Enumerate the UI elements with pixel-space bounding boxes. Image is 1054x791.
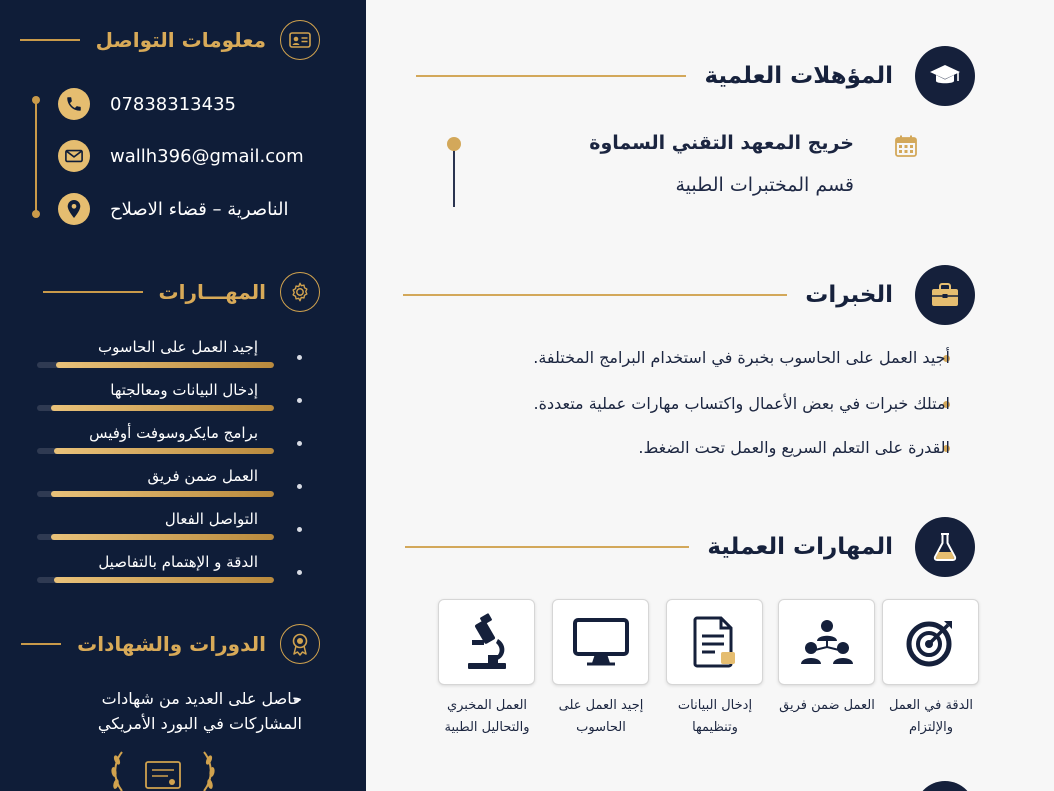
practical-card <box>882 599 979 685</box>
practical-card <box>552 599 649 685</box>
practical-title: المهارات العملية <box>707 534 893 560</box>
gear-icon <box>280 272 320 312</box>
practical-card-label: إجيد العمل على الحاسوب <box>558 698 644 735</box>
email-text: wallh396@gmail.com <box>110 145 304 167</box>
course-text: حاصل على العديد من شهادات المشاركات في البورد الأمريكي <box>97 689 302 733</box>
phone-icon <box>58 88 90 120</box>
education-degree: خريج المعهد التقني السماوة <box>589 132 854 154</box>
skills-heading <box>43 272 320 312</box>
contact-rule <box>20 39 80 41</box>
skill-level-fill <box>51 534 274 540</box>
skill-item <box>37 424 312 468</box>
education-rule <box>416 75 686 77</box>
skills-rule <box>43 291 143 293</box>
education-heading <box>416 46 975 106</box>
experience-item: القدرة على التعلم السريع والعمل تحت الضغط. <box>638 438 950 457</box>
practical-rule <box>405 546 689 548</box>
skill-label: العمل ضمن فريق <box>147 467 258 485</box>
skill-level-bar <box>37 405 274 411</box>
practical-card-label: إدخال البيانات وتنظيمها <box>677 698 753 735</box>
phone-row <box>58 88 236 120</box>
id-card-icon <box>280 20 320 60</box>
practical-card <box>438 599 535 685</box>
experience-item: امتلك خبرات في بعض الأعمال واكتساب مهارات عملية متعددة. <box>533 394 950 413</box>
email-row <box>58 140 304 172</box>
skill-item <box>37 553 312 597</box>
skills-title: المهـــارات <box>158 280 266 304</box>
education-department: قسم المختبرات الطبية <box>675 174 854 196</box>
skill-level-fill <box>54 448 274 454</box>
courses-heading <box>21 624 320 664</box>
contact-title: معلومات التواصل <box>95 28 266 52</box>
document-icon <box>693 616 737 668</box>
certificate-wreath-icon <box>108 750 218 791</box>
address-row <box>58 193 289 225</box>
skill-level-fill <box>56 362 274 368</box>
envelope-icon <box>58 140 90 172</box>
skill-label: إجيد العمل على الحاسوب <box>98 338 258 356</box>
skill-bullet <box>297 355 302 360</box>
skill-level-bar <box>37 491 274 497</box>
skill-item <box>37 467 312 511</box>
experience-title: الخبرات <box>805 282 893 308</box>
skill-bullet <box>297 441 302 446</box>
team-icon <box>800 619 854 665</box>
skill-level-bar <box>37 362 274 368</box>
practical-card-label: العمل ضمن فريق <box>779 698 875 713</box>
education-title: المؤهلات العلمية <box>704 63 893 89</box>
skill-level-bar <box>37 534 274 540</box>
contact-timeline <box>35 100 37 214</box>
practical-card-label: العمل المخبري والتحاليل الطبية <box>444 698 530 735</box>
monitor-icon <box>573 618 629 666</box>
skill-level-fill <box>54 577 274 583</box>
microscope-icon <box>464 613 510 671</box>
skill-label: التواصل الفعال <box>164 510 258 528</box>
sidebar <box>0 0 366 791</box>
skill-bullet <box>297 570 302 575</box>
graduation-cap-icon <box>915 46 975 106</box>
skill-bullet <box>297 398 302 403</box>
flask-icon <box>915 517 975 577</box>
skill-item <box>37 510 312 554</box>
contact-heading <box>20 20 320 60</box>
skill-bullet <box>297 484 302 489</box>
skill-label: إدخال البيانات ومعالجتها <box>110 381 258 399</box>
target-icon <box>906 617 956 667</box>
medal-icon <box>280 624 320 664</box>
skill-bullet <box>297 527 302 532</box>
phone-text: 07838313435 <box>110 93 236 115</box>
experience-heading <box>403 265 975 325</box>
courses-rule <box>21 643 61 645</box>
briefcase-icon <box>915 265 975 325</box>
courses-title: الدورات والشهادات <box>77 632 266 656</box>
skill-item <box>37 381 312 425</box>
address-text: الناصرية – قضاء الاصلاح <box>110 198 289 220</box>
next-section-icon <box>915 781 975 791</box>
skill-level-fill <box>51 405 274 411</box>
experience-item: أجيد العمل على الحاسوب بخبرة في استخدام البرامج المختلفة. <box>533 348 950 367</box>
skill-item <box>37 338 312 382</box>
experience-rule <box>403 294 787 296</box>
calendar-icon <box>894 134 918 162</box>
skill-level-fill <box>51 491 274 497</box>
practical-heading <box>405 517 975 577</box>
skill-label: الدقة و الإهتمام بالتفاصيل <box>98 553 258 571</box>
practical-card <box>666 599 763 685</box>
practical-card-label: الدقة في العمل والإلتزام <box>888 698 974 735</box>
skill-label: برامج مايكروسوفت أوفيس <box>89 424 258 442</box>
location-pin-icon <box>58 193 90 225</box>
skill-level-bar <box>37 448 274 454</box>
education-timeline <box>453 145 455 207</box>
practical-card <box>778 599 875 685</box>
skill-level-bar <box>37 577 274 583</box>
